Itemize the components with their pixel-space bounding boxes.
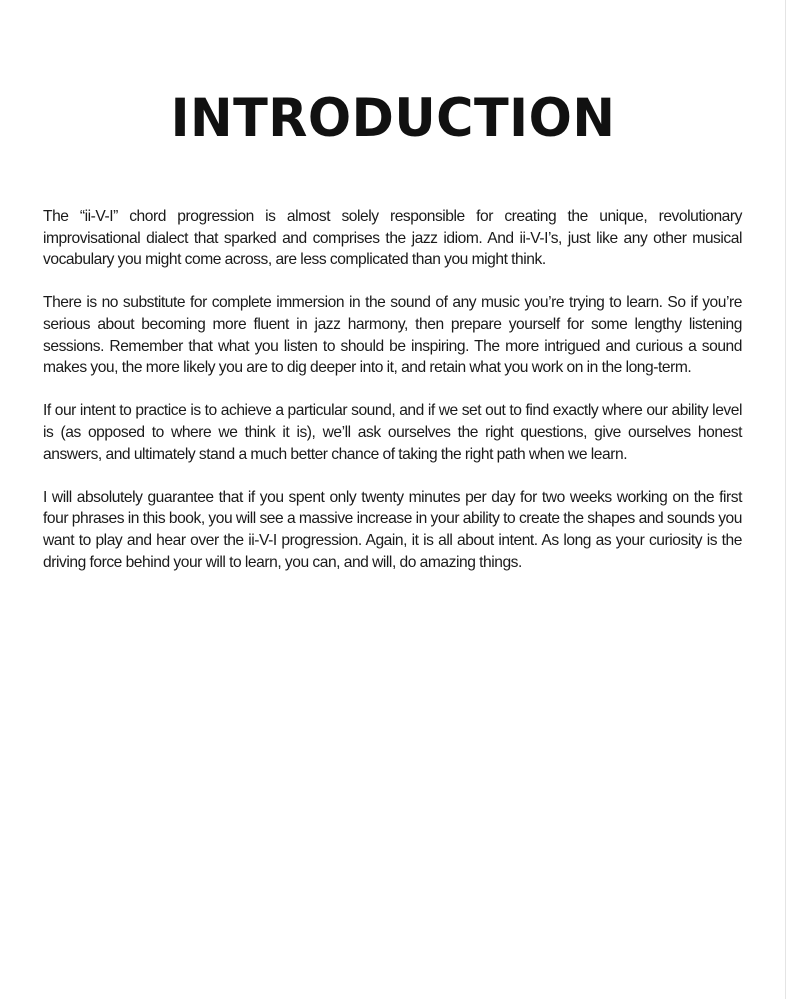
body-text — [43, 206, 742, 595]
paragraph-3: If our intent to practice is to achieve a particular sound, and if we set out to find exactly where our ability level is (as opposed to where we think it is), we’ll ask ourselves the right questions, give ourselves honest answers, and ultimately stand a much better chance of taking the right path when we learn. — [43, 402, 742, 463]
paragraph-4: I will absolutely guarantee that if you spent only twenty minutes per day for two weeks working on the first four phrases in this book, you will see a massive increase in your ability to create the shapes and sounds you want to play and hear over the ii-V-I progression. Again, it is all about intent. As long as your curiosity is the driving force behind your will to learn, you can, and will, do amazing things. — [43, 488, 742, 571]
page-title: INTRODUCTION — [170, 88, 616, 149]
paragraph-2: There is no substitute for complete immersion in the sound of any music you’re trying to learn. So if you’re serious about becoming more fluent in jazz harmony, then prepare yourself for some lengthy listening sessions. Remember that what you listen to should be inspiring. The more intrigued and curious a sound makes you, the more likely you are to dig deeper into it, and retain what you work on in the long-term. — [43, 294, 742, 377]
paragraph-1: The “ii-V-I” chord progression is almost solely responsible for creating the unique, revolutionary improvisational dialect that sparked and comprises the jazz idiom. And ii-V-I’s, just like any other musical vocabulary you might come across, are less complicated than you might think. — [43, 208, 742, 269]
